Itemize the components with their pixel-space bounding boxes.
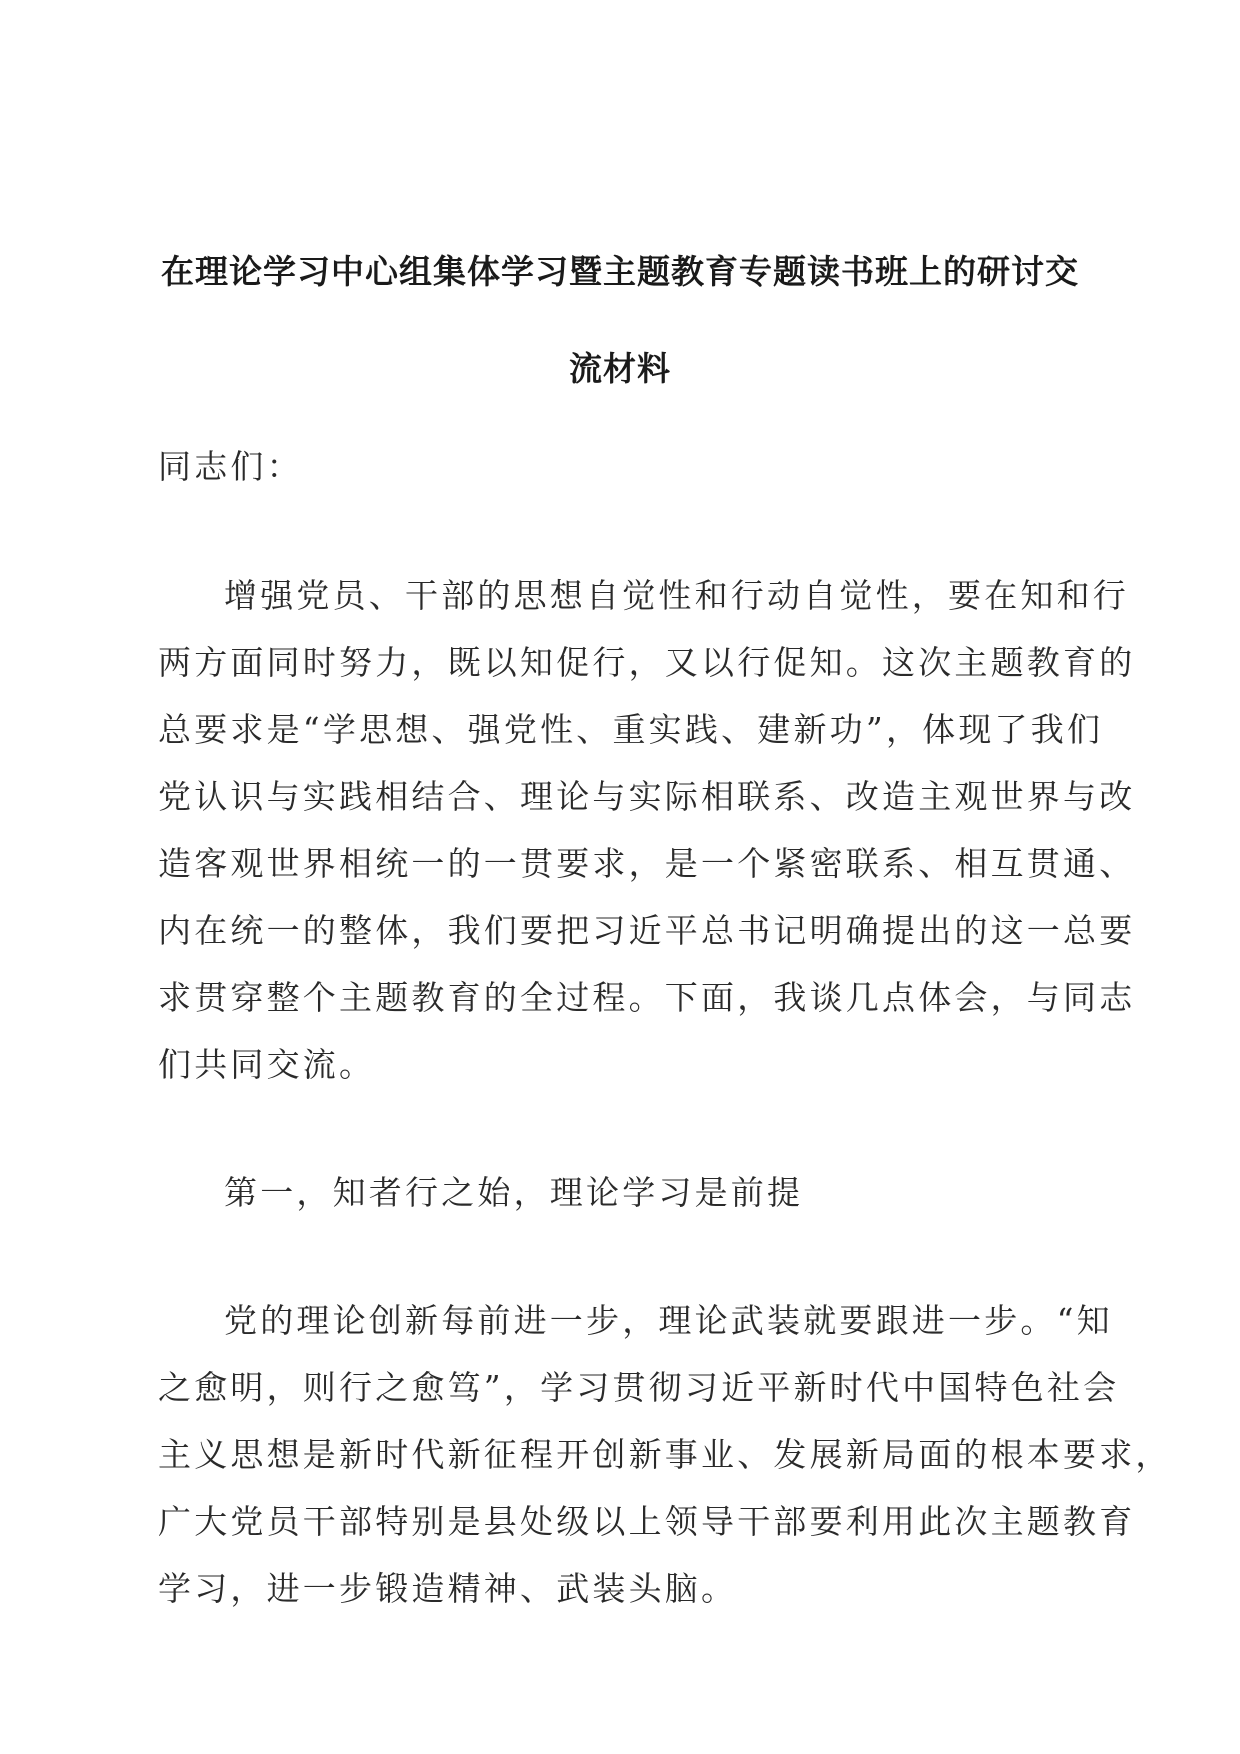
paragraph-2-line-3: 主义思想是新时代新征程开创新事业、发展新局面的根本要求，	[158, 1435, 1172, 1474]
paragraph-2-line-4: 广大党员干部特别是县处级以上领导干部要利用此次主题教育	[158, 1502, 1136, 1541]
paragraph-2-line-5: 学习，进一步锻造精神、武装头脑。	[158, 1569, 738, 1608]
paragraph-1-line-4: 党认识与实践相结合、理论与实际相联系、改造主观世界与改	[158, 777, 1136, 816]
paragraph-2-line-1: 党的理论创新每前进一步，理论武装就要跟进一步。“知	[224, 1301, 1113, 1340]
paragraph-1-line-2: 两方面同时努力，既以知促行，又以行促知。这次主题教育的	[158, 643, 1136, 682]
paragraph-1-line-3: 总要求是“学思想、强党性、重实践、建新功”，体现了我们	[158, 710, 1104, 749]
document-title-line-2: 流材料	[569, 349, 671, 388]
salutation: 同志们：	[158, 447, 303, 486]
document-title-line-1: 在理论学习中心组集体学习暨主题教育专题读书班上的研讨交	[161, 252, 1079, 291]
paragraph-2-line-2: 之愈明，则行之愈笃”，学习贯彻习近平新时代中国特色社会	[158, 1368, 1120, 1407]
paragraph-1-line-6: 内在统一的整体，我们要把习近平总书记明确提出的这一总要	[158, 911, 1136, 950]
paragraph-1-line-8: 们共同交流。	[158, 1045, 376, 1084]
paragraph-1-line-5: 造客观世界相统一的一贯要求，是一个紧密联系、相互贯通、	[158, 844, 1136, 883]
paragraph-1-line-1: 增强党员、干部的思想自觉性和行动自觉性，要在知和行	[224, 576, 1129, 615]
section-heading-1: 第一，知者行之始，理论学习是前提	[224, 1173, 804, 1212]
paragraph-1-line-7: 求贯穿整个主题教育的全过程。下面，我谈几点体会，与同志	[158, 978, 1136, 1017]
